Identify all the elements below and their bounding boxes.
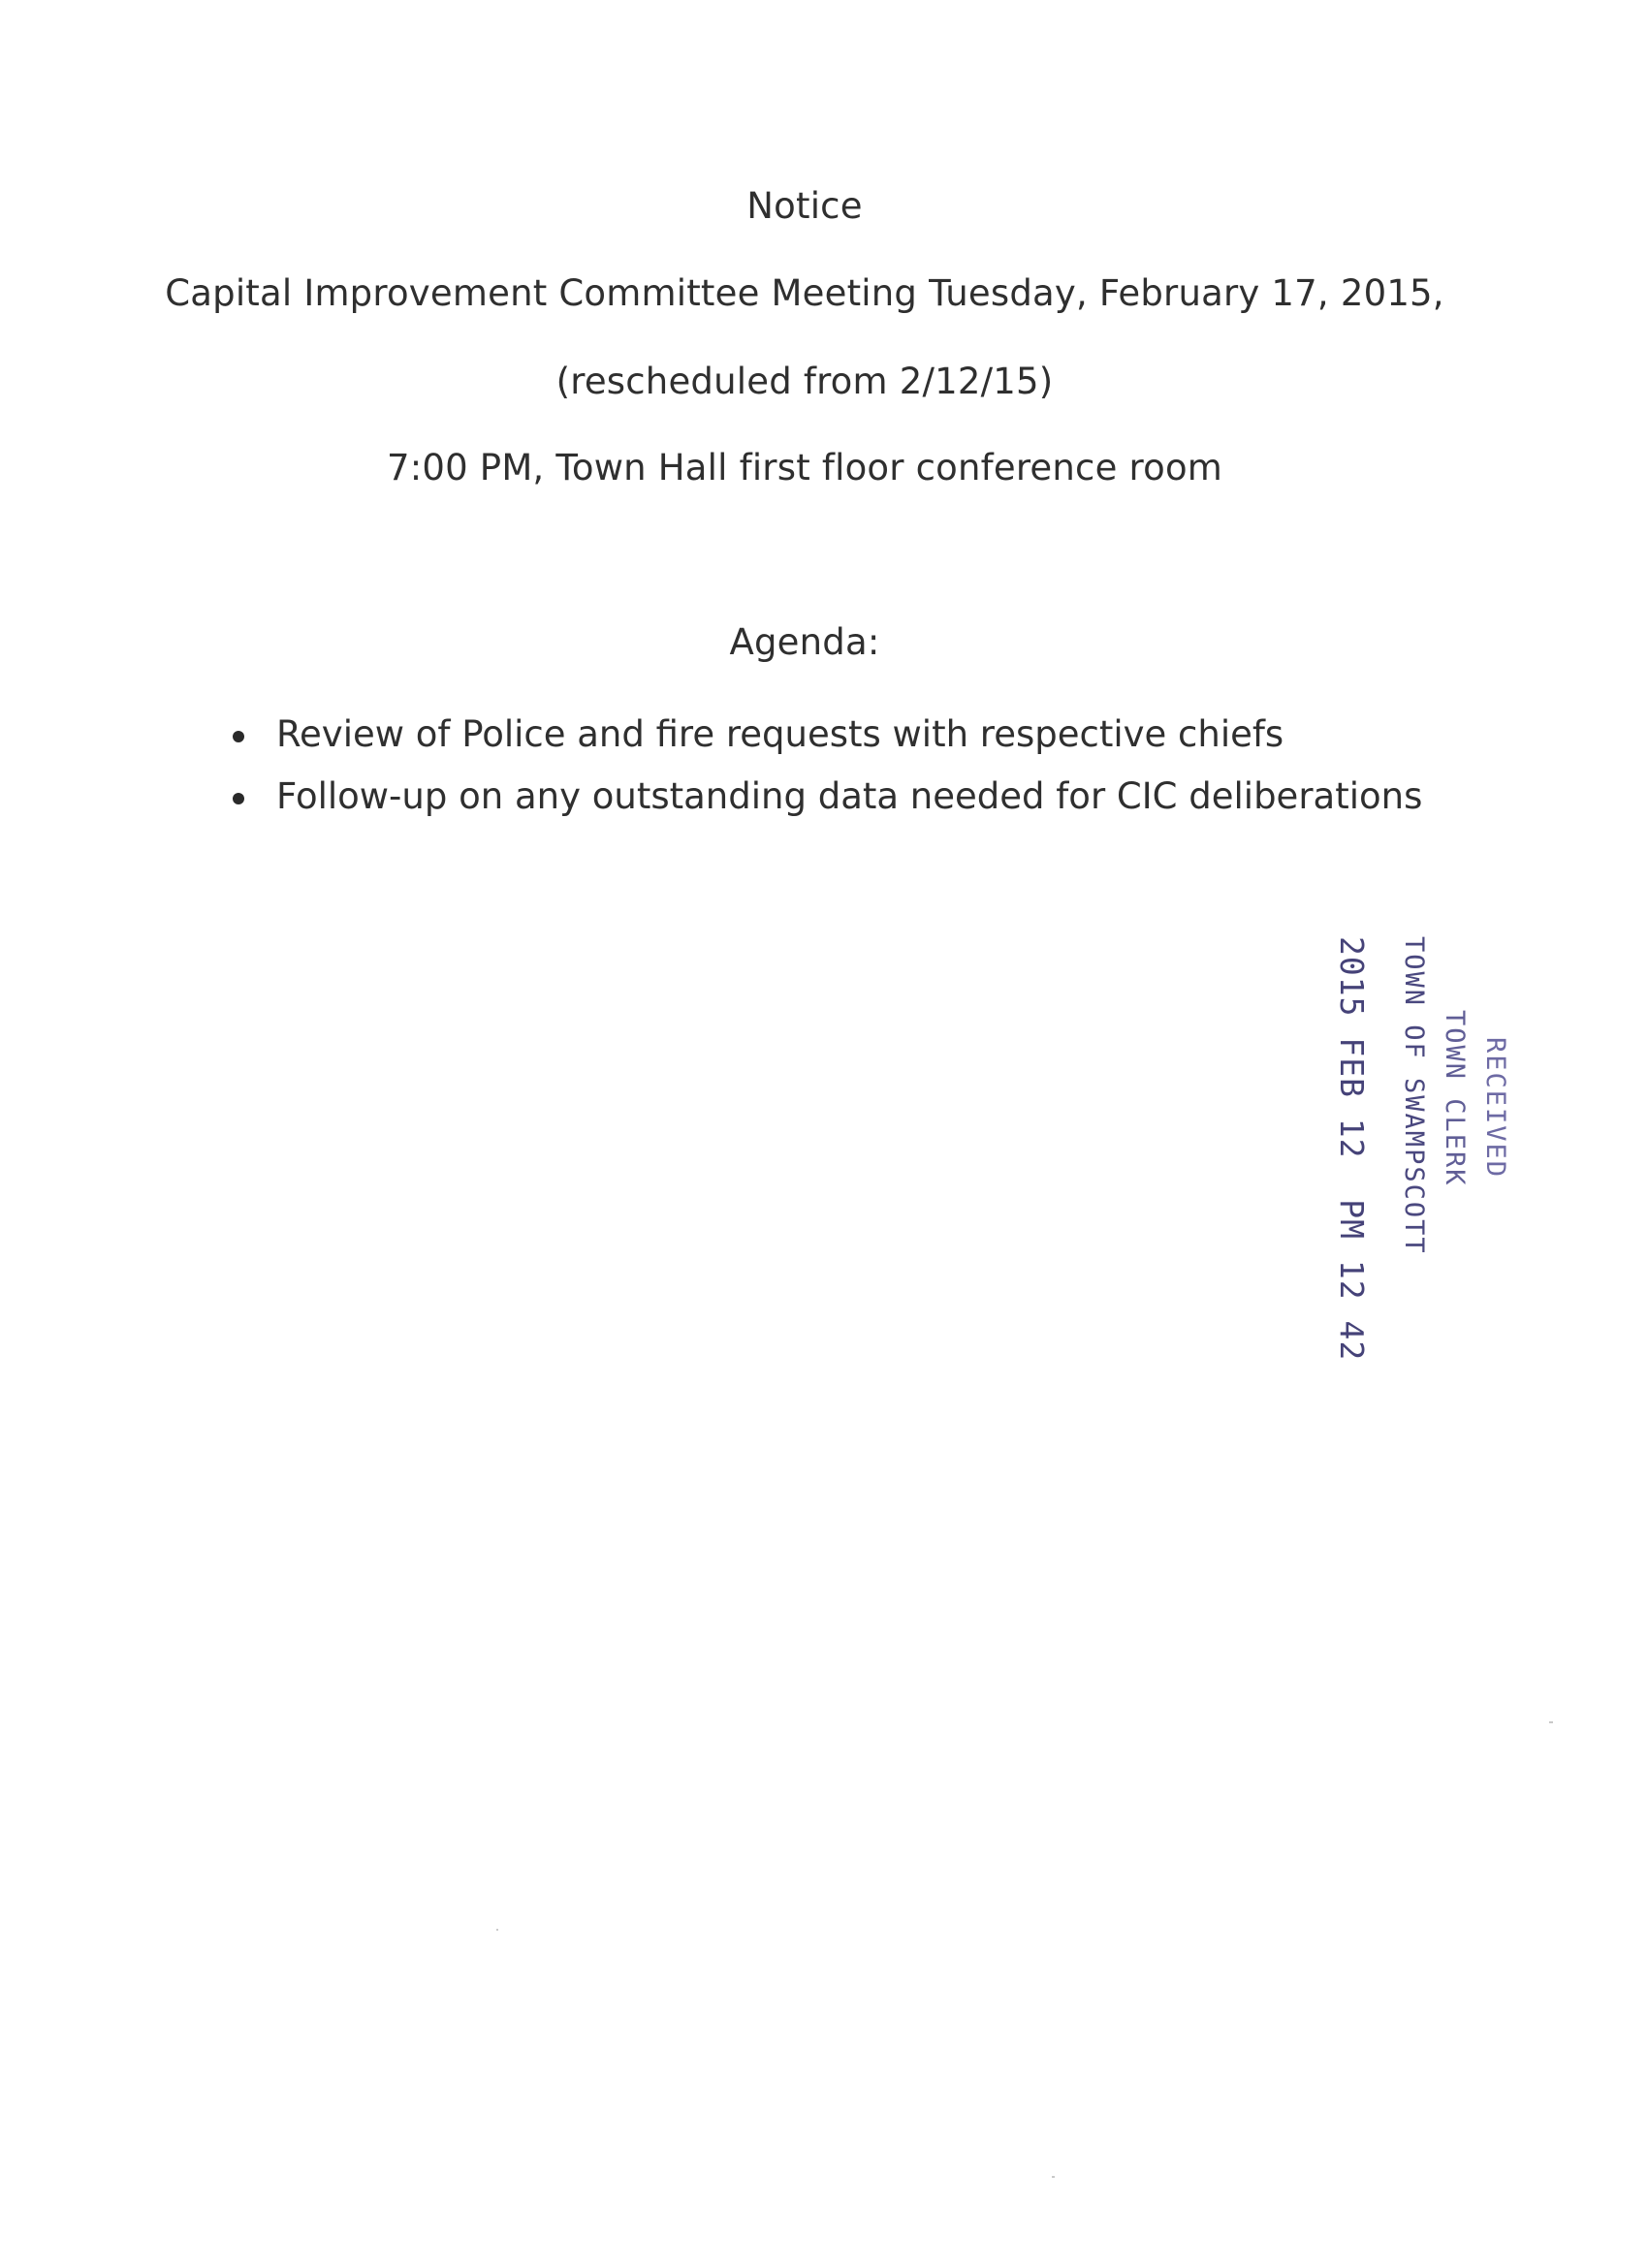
scan-speck bbox=[1549, 1721, 1553, 1723]
stamp-town-name: TOWN OF SWAMPSCOTT bbox=[1399, 936, 1429, 1255]
received-stamp bbox=[1322, 936, 1516, 1362]
stamp-town-clerk: TOWN CLERK bbox=[1440, 1010, 1470, 1187]
bullet-icon bbox=[233, 731, 244, 742]
meeting-line: Capital Improvement Committee Meeting Tuesday, February 17, 2015, bbox=[165, 272, 1444, 314]
stamp-received: RECEIVED bbox=[1480, 1037, 1510, 1180]
agenda-item bbox=[225, 774, 1422, 836]
agenda-item bbox=[225, 712, 1422, 774]
scan-speck bbox=[496, 1929, 498, 1931]
agenda-item-text: Follow-up on any outstanding data needed for CIC deliberations bbox=[276, 775, 1423, 817]
stamp-date: 2015 FEB 12 PM 12 42 bbox=[1333, 936, 1371, 1362]
notice-title: Notice bbox=[746, 185, 863, 227]
scan-speck bbox=[1052, 2176, 1055, 2178]
rescheduled-line: (rescheduled from 2/12/15) bbox=[555, 361, 1054, 402]
agenda-item-text: Review of Police and fire requests with respective chiefs bbox=[276, 713, 1284, 755]
agenda-heading: Agenda: bbox=[729, 621, 880, 663]
time-location-line: 7:00 PM, Town Hall first floor conference room bbox=[386, 447, 1223, 488]
bullet-icon bbox=[233, 793, 244, 804]
agenda-list bbox=[225, 712, 1422, 836]
